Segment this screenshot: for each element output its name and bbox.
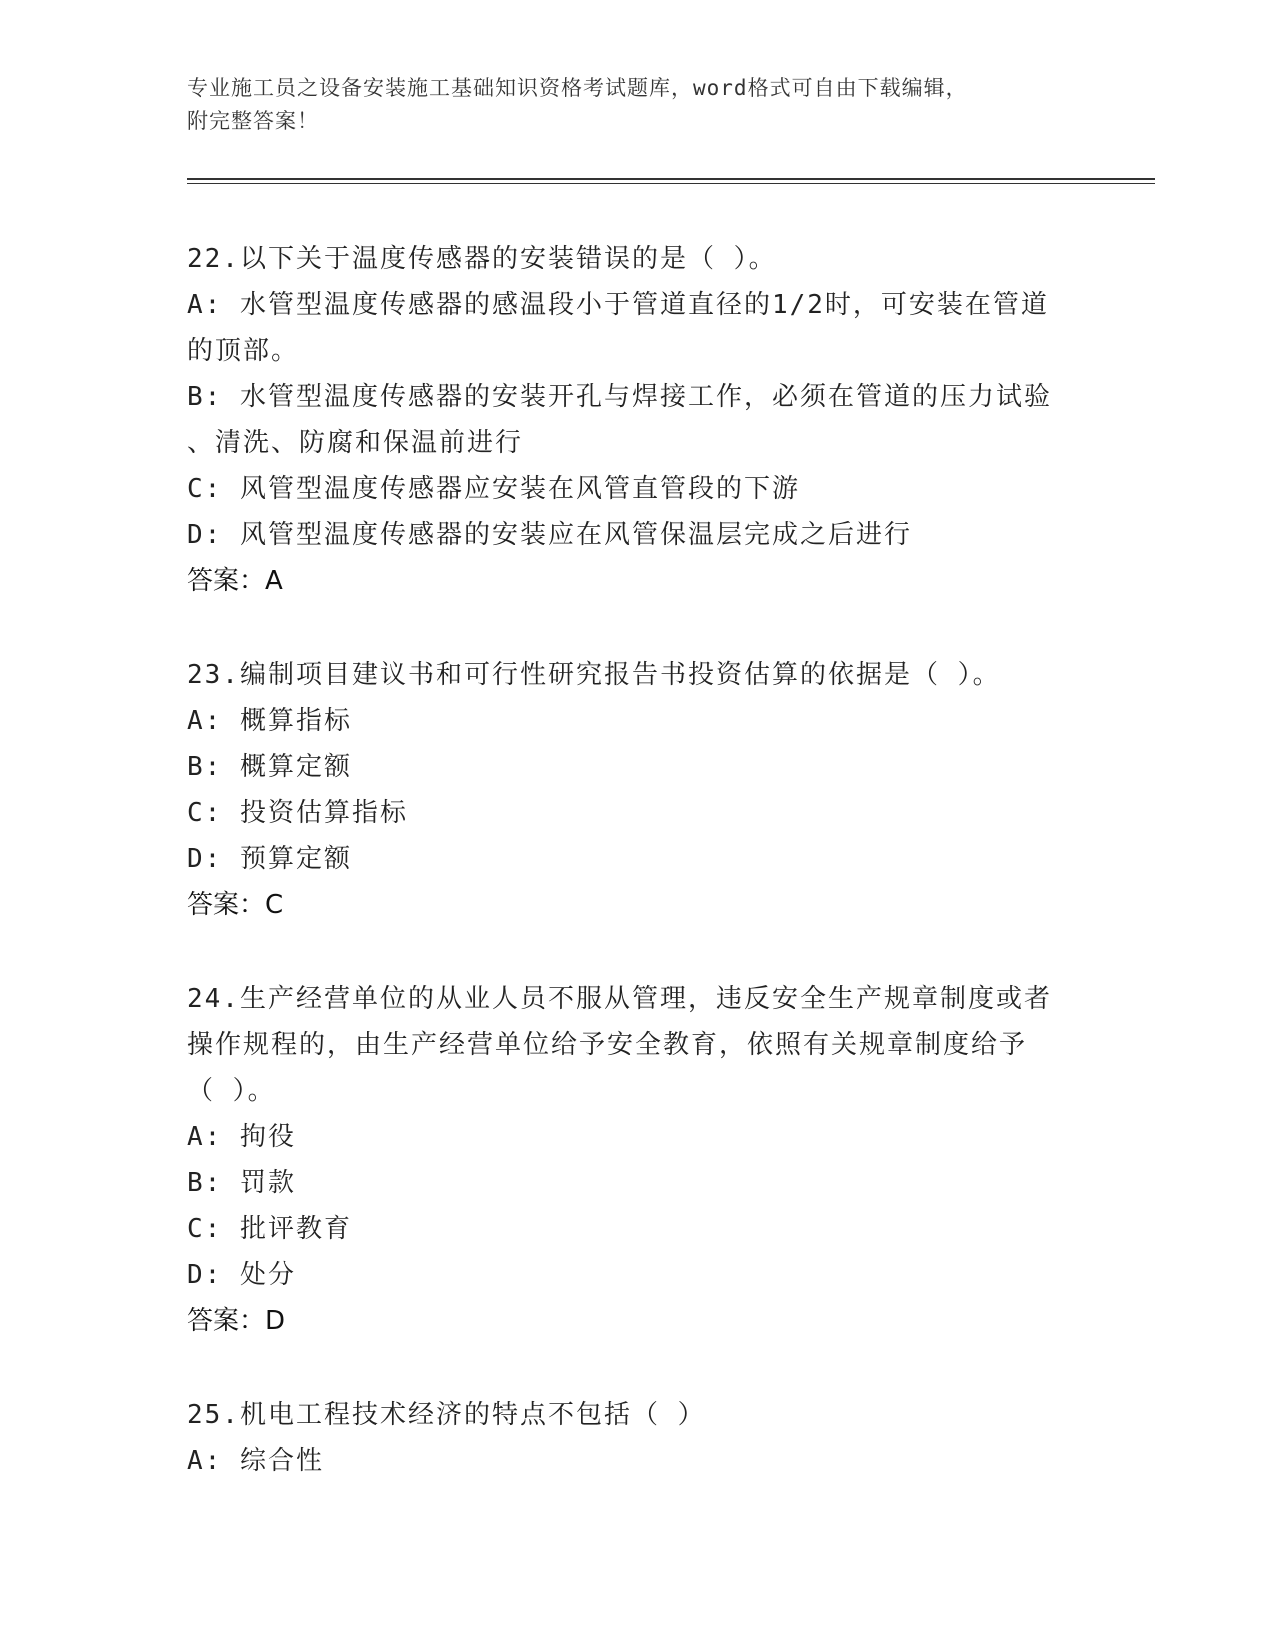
question-stem: 25.机电工程技术经济的特点不包括（ ） <box>187 1400 706 1430</box>
answer-option: C: 投资估算指标 <box>187 798 408 828</box>
question-list <box>187 236 1087 1532</box>
answer-option: D: 预算定额 <box>187 844 352 874</box>
header-divider-thin <box>187 183 1155 184</box>
answer-option: B: 罚款 <box>187 1168 296 1198</box>
answer-option: B: 概算定额 <box>187 752 352 782</box>
answer-option: A: 拘役 <box>187 1122 296 1152</box>
answer-option: D: 风管型温度传感器的安装应在风管保温层完成之后进行 <box>187 520 912 550</box>
question-stem: 24.生产经营单位的从业人员不服从管理，违反安全生产规章制度或者 <box>187 984 1052 1014</box>
answer-option: A: 综合性 <box>187 1446 324 1476</box>
answer-option: D: 处分 <box>187 1260 296 1290</box>
question-stem: 22.以下关于温度传感器的安装错误的是（ ）。 <box>187 244 777 274</box>
answer-option: 的顶部。 <box>187 336 300 366</box>
document-header <box>187 72 1087 138</box>
header-divider-thick <box>187 178 1155 180</box>
answer-option: C: 风管型温度传感器应安装在风管直管段的下游 <box>187 474 800 504</box>
answer-option: B: 水管型温度传感器的安装开孔与焊接工作，必须在管道的压力试验 <box>187 382 1052 412</box>
correct-answer: 答案：A <box>187 566 283 596</box>
answer-option: A: 水管型温度传感器的感温段小于管道直径的1/2时，可安装在管道 <box>187 290 1049 320</box>
correct-answer: 答案：C <box>187 890 284 920</box>
answer-option: A: 概算指标 <box>187 706 352 736</box>
question-stem: 23.编制项目建议书和可行性研究报告书投资估算的依据是（ ）。 <box>187 660 1001 690</box>
answer-option: 、清洗、防腐和保温前进行 <box>187 428 524 458</box>
correct-answer: 答案：D <box>187 1306 286 1336</box>
question-block <box>187 652 1087 928</box>
question-block <box>187 1392 1087 1484</box>
question-block <box>187 236 1087 604</box>
question-stem: （ ）。 <box>187 1076 276 1106</box>
question-block <box>187 976 1087 1344</box>
header-line-1: 专业施工员之设备安装施工基础知识资格考试题库，word格式可自由下载编辑， <box>187 76 968 100</box>
question-stem: 操作规程的，由生产经营单位给予安全教育，依照有关规章制度给予 <box>187 1030 1028 1060</box>
answer-option: C: 批评教育 <box>187 1214 352 1244</box>
header-line-2: 附完整答案！ <box>187 109 319 133</box>
